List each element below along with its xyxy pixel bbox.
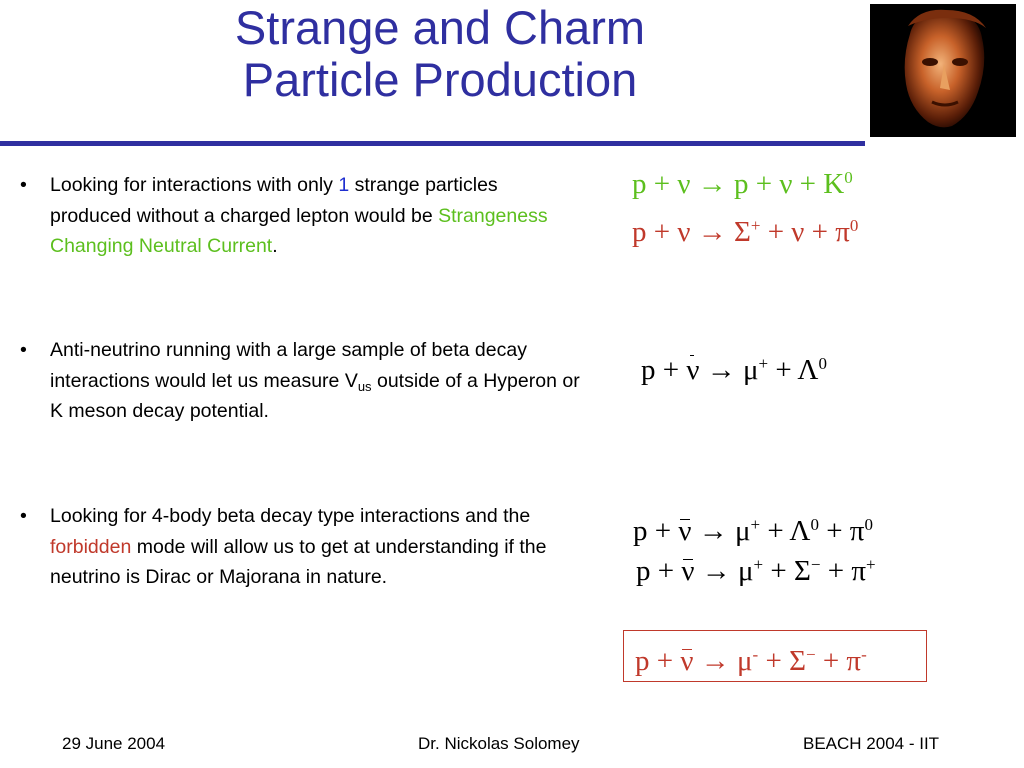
particle: μ xyxy=(742,354,759,386)
bullet-marker: • xyxy=(20,174,27,196)
eq-lhs: p + xyxy=(636,555,682,587)
bullet-marker: • xyxy=(20,505,27,527)
text-run: Anti-neutrino running with a large sample of beta decay interactions would let us measure V xyxy=(50,339,527,392)
superscript: - xyxy=(752,645,759,664)
eq-lhs: p + xyxy=(635,645,681,677)
superscript: + xyxy=(866,555,876,574)
footer-date: 29 June 2004 xyxy=(62,734,166,753)
particle: μ xyxy=(737,555,754,587)
superscript: + xyxy=(750,515,761,534)
text-run: Looking for interactions with only xyxy=(50,174,339,196)
particle: Σ xyxy=(789,645,806,677)
title-underline xyxy=(0,141,865,146)
superscript: 0 xyxy=(849,216,859,235)
superscript: - xyxy=(861,645,867,664)
arrow: → xyxy=(701,555,731,587)
plus: + xyxy=(818,515,850,547)
eq-lhs: p + ν xyxy=(632,168,691,200)
equation-6 xyxy=(635,643,867,679)
antineutrino: ν xyxy=(681,555,695,587)
superscript: + xyxy=(750,216,761,235)
equation-4 xyxy=(633,513,873,549)
title-line-1: Strange and Charm xyxy=(234,1,646,54)
particle: Σ xyxy=(733,216,751,248)
subscript: us xyxy=(357,378,372,394)
text-run: Looking for 4-body beta decay type interactions and the xyxy=(50,505,531,527)
equation-5 xyxy=(636,553,876,589)
equation-2 xyxy=(632,214,858,250)
bullet-text xyxy=(50,501,580,593)
antineutrino: ν xyxy=(678,515,692,547)
arrow: → xyxy=(698,515,728,547)
eq-rhs: p + ν + K xyxy=(733,168,845,200)
superscript: − xyxy=(805,645,816,664)
footer-event: BEACH 2004 - IIT xyxy=(803,734,940,753)
particle: π xyxy=(846,645,862,677)
eq-lhs: p + xyxy=(641,354,687,386)
bullet-text xyxy=(50,170,580,262)
slide-title xyxy=(120,2,760,106)
superscript: 0 xyxy=(864,515,873,534)
plus: + xyxy=(760,515,790,547)
highlight-green: Strangeness Changing Neutral Current xyxy=(50,204,548,257)
superscript: + xyxy=(753,555,764,574)
particle: Λ xyxy=(789,515,811,547)
particle: μ xyxy=(734,515,751,547)
text-run: . xyxy=(272,235,278,257)
bullet-text xyxy=(50,335,580,427)
footer-author: Dr. Nickolas Solomey xyxy=(418,734,580,753)
sculpture-head-image xyxy=(870,4,1016,137)
plus: + xyxy=(768,354,798,386)
text-run: outside of a Hyperon or K meson decay potential. xyxy=(50,369,580,422)
bullet-marker: • xyxy=(20,339,27,361)
equation-3 xyxy=(641,352,827,388)
text-run: strange particles produced without a charged lepton would be xyxy=(50,174,498,227)
title-line-2: Particle Production xyxy=(242,53,638,106)
arrow: → xyxy=(700,645,730,677)
plus: + xyxy=(763,555,794,587)
superscript: + xyxy=(758,354,769,373)
particle: μ xyxy=(736,645,753,677)
plus: + xyxy=(820,555,852,587)
highlight-number: 1 xyxy=(338,174,350,196)
plus: + xyxy=(758,645,790,677)
plus: + xyxy=(815,645,847,677)
equation-1 xyxy=(632,166,853,202)
eq-lhs: p + xyxy=(633,515,679,547)
highlight-red: forbidden xyxy=(50,535,132,558)
arrow: → xyxy=(697,216,727,248)
superscript: 0 xyxy=(818,354,827,373)
superscript: 0 xyxy=(810,515,819,534)
particle: π xyxy=(851,555,866,587)
arrow: → xyxy=(706,354,736,386)
particle: Σ xyxy=(794,555,811,587)
arrow: → xyxy=(697,168,727,200)
superscript: − xyxy=(810,555,821,574)
antineutrino: ν xyxy=(686,354,700,386)
superscript: 0 xyxy=(844,168,853,187)
particle: π xyxy=(849,515,865,547)
antineutrino: ν xyxy=(680,645,694,677)
eq-lhs: p + ν xyxy=(632,216,691,248)
particle: Λ xyxy=(797,354,819,386)
text-run: mode will allow us to get at understanding if the neutrino is Dirac or Majorana in nature. xyxy=(50,535,547,588)
eq-mid: + ν + π xyxy=(760,216,850,248)
sculpture-head-icon xyxy=(870,4,1016,137)
